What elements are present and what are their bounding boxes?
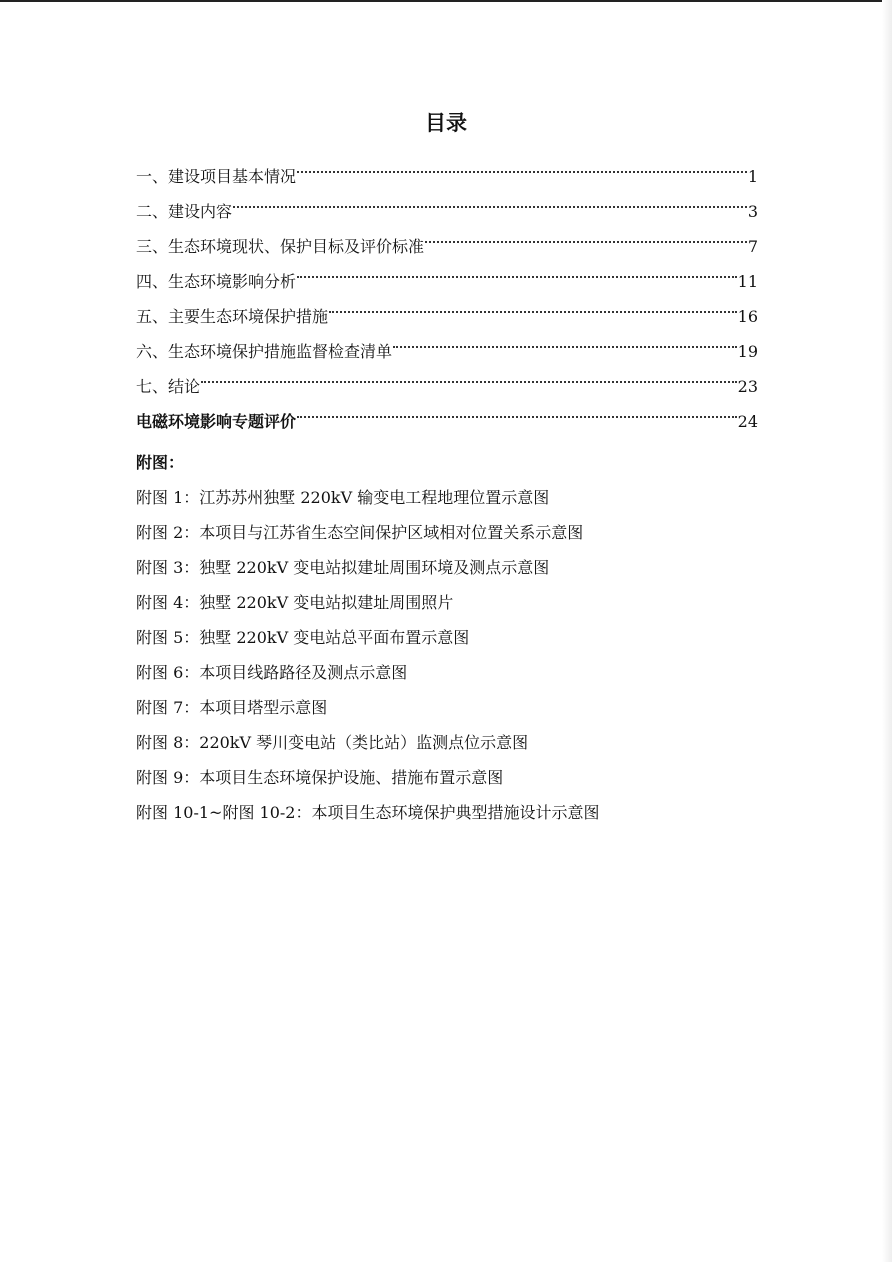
- toc-dot-leader: [233, 182, 747, 217]
- appendix-item: 附图 6：本项目线路路径及测点示意图: [136, 663, 408, 682]
- table-of-contents: [136, 147, 758, 431]
- toc-entry-page: 7: [747, 237, 758, 256]
- toc-entry-page: 3: [747, 202, 758, 221]
- toc-entry-page: 19: [737, 342, 758, 361]
- toc-entry-label: 电磁环境影响专题评价: [136, 412, 297, 431]
- toc-dot-leader: [425, 217, 747, 252]
- toc-dot-leader: [201, 357, 737, 392]
- appendix-item: 附图 9：本项目生态环境保护设施、措施布置示意图: [136, 768, 504, 787]
- appendix-item: 附图 4：独墅 220kV 变电站拟建址周围照片: [136, 593, 454, 612]
- toc-dot-leader: [297, 392, 737, 427]
- toc-entry-label: 三、生态环境现状、保护目标及评价标准: [136, 237, 425, 256]
- toc-entry-label: 六、生态环境保护措施监督检查清单: [136, 342, 393, 361]
- toc-entry-page: 11: [737, 272, 758, 291]
- appendix-item: 附图 3：独墅 220kV 变电站拟建址周围环境及测点示意图: [136, 558, 550, 577]
- toc-entry[interactable]: [136, 392, 758, 431]
- toc-dot-leader: [393, 322, 737, 357]
- page-title: 目录: [425, 111, 467, 135]
- appendix-item: 附图 10-1~附图 10-2：本项目生态环境保护典型措施设计示意图: [136, 803, 600, 822]
- toc-entry-page: 24: [737, 412, 758, 431]
- toc-dot-leader: [297, 252, 737, 287]
- appendix-item: 附图 2：本项目与江苏省生态空间保护区域相对位置关系示意图: [136, 523, 584, 542]
- page-edge-shadow: [882, 0, 892, 1262]
- toc-entry-page: 1: [747, 167, 758, 186]
- toc-entry[interactable]: [136, 357, 758, 396]
- appendix-heading: 附图：: [136, 453, 185, 472]
- top-border-line: [0, 0, 892, 2]
- toc-dot-leader: [329, 287, 737, 322]
- appendix-item: 附图 5：独墅 220kV 变电站总平面布置示意图: [136, 628, 470, 647]
- appendix-item: 附图 1：江苏苏州独墅 220kV 输变电工程地理位置示意图: [136, 488, 550, 507]
- appendix-item: 附图 7：本项目塔型示意图: [136, 698, 328, 717]
- toc-dot-leader: [297, 147, 747, 182]
- toc-entry-label: 一、建设项目基本情况: [136, 167, 297, 186]
- toc-entry[interactable]: [136, 147, 758, 186]
- toc-entry-label: 四、生态环境影响分析: [136, 272, 297, 291]
- toc-entry-label: 二、建设内容: [136, 202, 233, 221]
- toc-entry-page: 23: [737, 377, 758, 396]
- appendix-item: 附图 8：220kV 琴川变电站（类比站）监测点位示意图: [136, 733, 529, 752]
- toc-entry-page: 16: [737, 307, 758, 326]
- toc-entry-label: 五、主要生态环境保护措施: [136, 307, 329, 326]
- toc-entry-label: 七、结论: [136, 377, 201, 396]
- appendix-figure-list: [136, 445, 776, 830]
